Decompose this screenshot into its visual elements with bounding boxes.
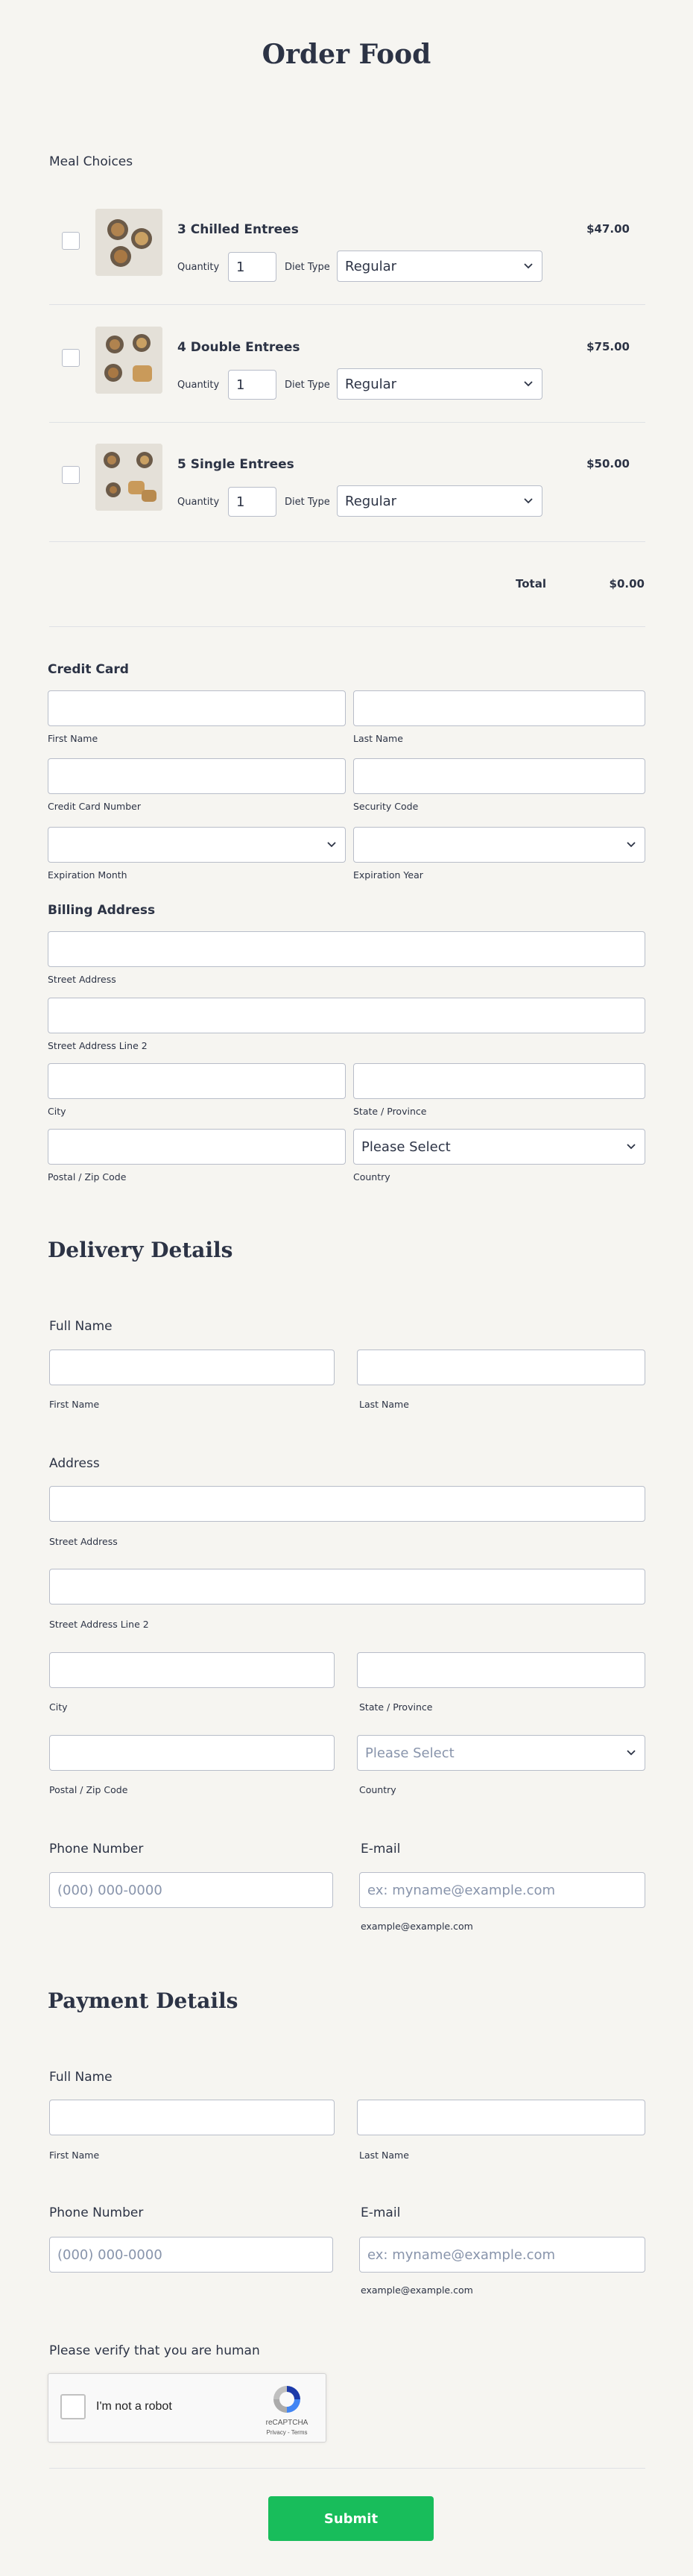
- recaptcha-checkbox[interactable]: [60, 2394, 86, 2419]
- billing-address-heading: Billing Address: [48, 903, 156, 918]
- meal-name-1: 3 Chilled Entrees: [177, 222, 299, 237]
- payment-full-name-label: Full Name: [49, 2070, 113, 2085]
- delivery-email-hint: example@example.com: [361, 1921, 473, 1932]
- billing-city-input[interactable]: [48, 1063, 346, 1099]
- cc-exp-month-select[interactable]: [48, 827, 346, 863]
- recaptcha-logo-icon: [270, 2383, 303, 2416]
- diet-type-label-1: Diet Type: [285, 262, 330, 273]
- billing-street-label: Street Address: [48, 974, 116, 985]
- delivery-first-name-label: First Name: [49, 1399, 100, 1410]
- diet-type-value-2: Regular: [345, 376, 397, 392]
- quantity-input-3[interactable]: 1: [228, 487, 276, 517]
- total-value: $0.00: [609, 577, 645, 591]
- submit-button[interactable]: Submit: [268, 2496, 434, 2541]
- cc-number-label: Credit Card Number: [48, 801, 141, 812]
- meal-choices-label: Meal Choices: [49, 154, 133, 169]
- diet-type-value-3: Regular: [345, 493, 397, 509]
- payment-email-input[interactable]: ex: myname@example.com: [359, 2237, 645, 2273]
- cc-last-name-label: Last Name: [353, 733, 403, 744]
- delivery-country-select[interactable]: [357, 1735, 645, 1771]
- divider: [49, 422, 645, 423]
- delivery-email-label: E-mail: [361, 1842, 401, 1857]
- delivery-country-placeholder: Please Select: [365, 1745, 455, 1761]
- cc-first-name-label: First Name: [48, 733, 98, 744]
- billing-postal-input[interactable]: [48, 1129, 346, 1165]
- billing-street2-input[interactable]: [48, 998, 645, 1033]
- divider: [49, 2468, 645, 2469]
- payment-phone-input[interactable]: (000) 000-0000: [49, 2237, 333, 2273]
- chevron-down-icon: [625, 1747, 637, 1759]
- meal-name-2: 4 Double Entrees: [177, 340, 300, 355]
- payment-details-heading: Payment Details: [48, 1988, 238, 2013]
- payment-first-name-input[interactable]: [49, 2100, 335, 2135]
- delivery-city-input[interactable]: [49, 1652, 335, 1688]
- delivery-postal-label: Postal / Zip Code: [49, 1784, 128, 1795]
- delivery-street-label: Street Address: [49, 1536, 118, 1547]
- delivery-full-name-label: Full Name: [49, 1319, 113, 1334]
- divider: [49, 541, 645, 542]
- meal-checkbox-3[interactable]: [62, 466, 80, 484]
- delivery-last-name-input[interactable]: [357, 1350, 645, 1385]
- delivery-email-input[interactable]: ex: myname@example.com: [359, 1872, 645, 1908]
- chevron-down-icon: [625, 839, 637, 851]
- payment-phone-label: Phone Number: [49, 2205, 144, 2220]
- quantity-input-1[interactable]: 1: [228, 252, 276, 282]
- delivery-address-label: Address: [49, 1456, 100, 1471]
- recaptcha-widget: [48, 2373, 326, 2443]
- diet-type-select-3[interactable]: [337, 485, 542, 517]
- delivery-street2-label: Street Address Line 2: [49, 1619, 149, 1630]
- meal-image-1: [95, 209, 162, 276]
- billing-country-value: Please Select: [361, 1139, 451, 1155]
- diet-type-label-2: Diet Type: [285, 380, 330, 391]
- delivery-street2-input[interactable]: [49, 1569, 645, 1605]
- quantity-label-2: Quantity: [177, 380, 220, 391]
- cc-security-code-input[interactable]: [353, 758, 645, 794]
- billing-street-input[interactable]: [48, 931, 645, 967]
- delivery-street-input[interactable]: [49, 1486, 645, 1522]
- cc-first-name-input[interactable]: [48, 690, 346, 726]
- delivery-state-input[interactable]: [357, 1652, 645, 1688]
- chevron-down-icon: [522, 260, 534, 272]
- meal-image-2: [95, 327, 162, 394]
- meal-checkbox-2[interactable]: [62, 349, 80, 367]
- meal-price-1: $47.00: [586, 222, 630, 236]
- cc-exp-month-label: Expiration Month: [48, 869, 127, 881]
- billing-state-label: State / Province: [353, 1106, 427, 1117]
- payment-email-label: E-mail: [361, 2205, 401, 2220]
- billing-country-label: Country: [353, 1171, 390, 1182]
- billing-city-label: City: [48, 1106, 66, 1117]
- captcha-label: Please verify that you are human: [49, 2343, 260, 2358]
- meal-price-2: $75.00: [586, 340, 630, 353]
- chevron-down-icon: [625, 1141, 637, 1153]
- delivery-country-label: Country: [359, 1784, 396, 1795]
- diet-type-value-1: Regular: [345, 258, 397, 274]
- diet-type-select-1[interactable]: [337, 251, 542, 282]
- billing-postal-label: Postal / Zip Code: [48, 1171, 127, 1182]
- cc-security-code-label: Security Code: [353, 801, 419, 812]
- delivery-postal-input[interactable]: [49, 1735, 335, 1771]
- divider: [49, 626, 645, 627]
- quantity-label-3: Quantity: [177, 497, 220, 508]
- meal-name-3: 5 Single Entrees: [177, 457, 294, 472]
- diet-type-label-3: Diet Type: [285, 497, 330, 508]
- diet-type-select-2[interactable]: [337, 368, 542, 400]
- total-label: Total: [516, 577, 546, 591]
- meal-checkbox-1[interactable]: [62, 232, 80, 250]
- payment-last-name-label: Last Name: [359, 2150, 409, 2161]
- chevron-down-icon: [522, 378, 534, 390]
- payment-email-hint: example@example.com: [361, 2284, 473, 2296]
- cc-last-name-input[interactable]: [353, 690, 645, 726]
- meal-price-3: $50.00: [586, 457, 630, 470]
- recaptcha-links[interactable]: Privacy - Terms: [266, 2429, 308, 2436]
- payment-last-name-input[interactable]: [357, 2100, 645, 2135]
- chevron-down-icon: [522, 495, 534, 507]
- cc-number-input[interactable]: [48, 758, 346, 794]
- meal-image-3: [95, 444, 162, 511]
- chevron-down-icon: [326, 839, 338, 851]
- cc-exp-year-select[interactable]: [353, 827, 645, 863]
- billing-state-input[interactable]: [353, 1063, 645, 1099]
- delivery-phone-input[interactable]: (000) 000-0000: [49, 1872, 333, 1908]
- delivery-last-name-label: Last Name: [359, 1399, 409, 1410]
- recaptcha-text: I'm not a robot: [96, 2400, 172, 2413]
- credit-card-heading: Credit Card: [48, 662, 129, 677]
- delivery-details-heading: Delivery Details: [48, 1238, 233, 1262]
- delivery-first-name-input[interactable]: [49, 1350, 335, 1385]
- recaptcha-brand: reCAPTCHA: [265, 2419, 308, 2427]
- billing-country-select[interactable]: [353, 1129, 645, 1165]
- delivery-city-label: City: [49, 1701, 68, 1713]
- quantity-input-2[interactable]: 1: [228, 370, 276, 400]
- divider: [49, 304, 645, 305]
- page-title: Order Food: [262, 39, 431, 70]
- quantity-label-1: Quantity: [177, 262, 220, 273]
- billing-street2-label: Street Address Line 2: [48, 1040, 148, 1051]
- delivery-phone-label: Phone Number: [49, 1842, 144, 1857]
- payment-first-name-label: First Name: [49, 2150, 100, 2161]
- cc-exp-year-label: Expiration Year: [353, 869, 423, 881]
- delivery-state-label: State / Province: [359, 1701, 433, 1713]
